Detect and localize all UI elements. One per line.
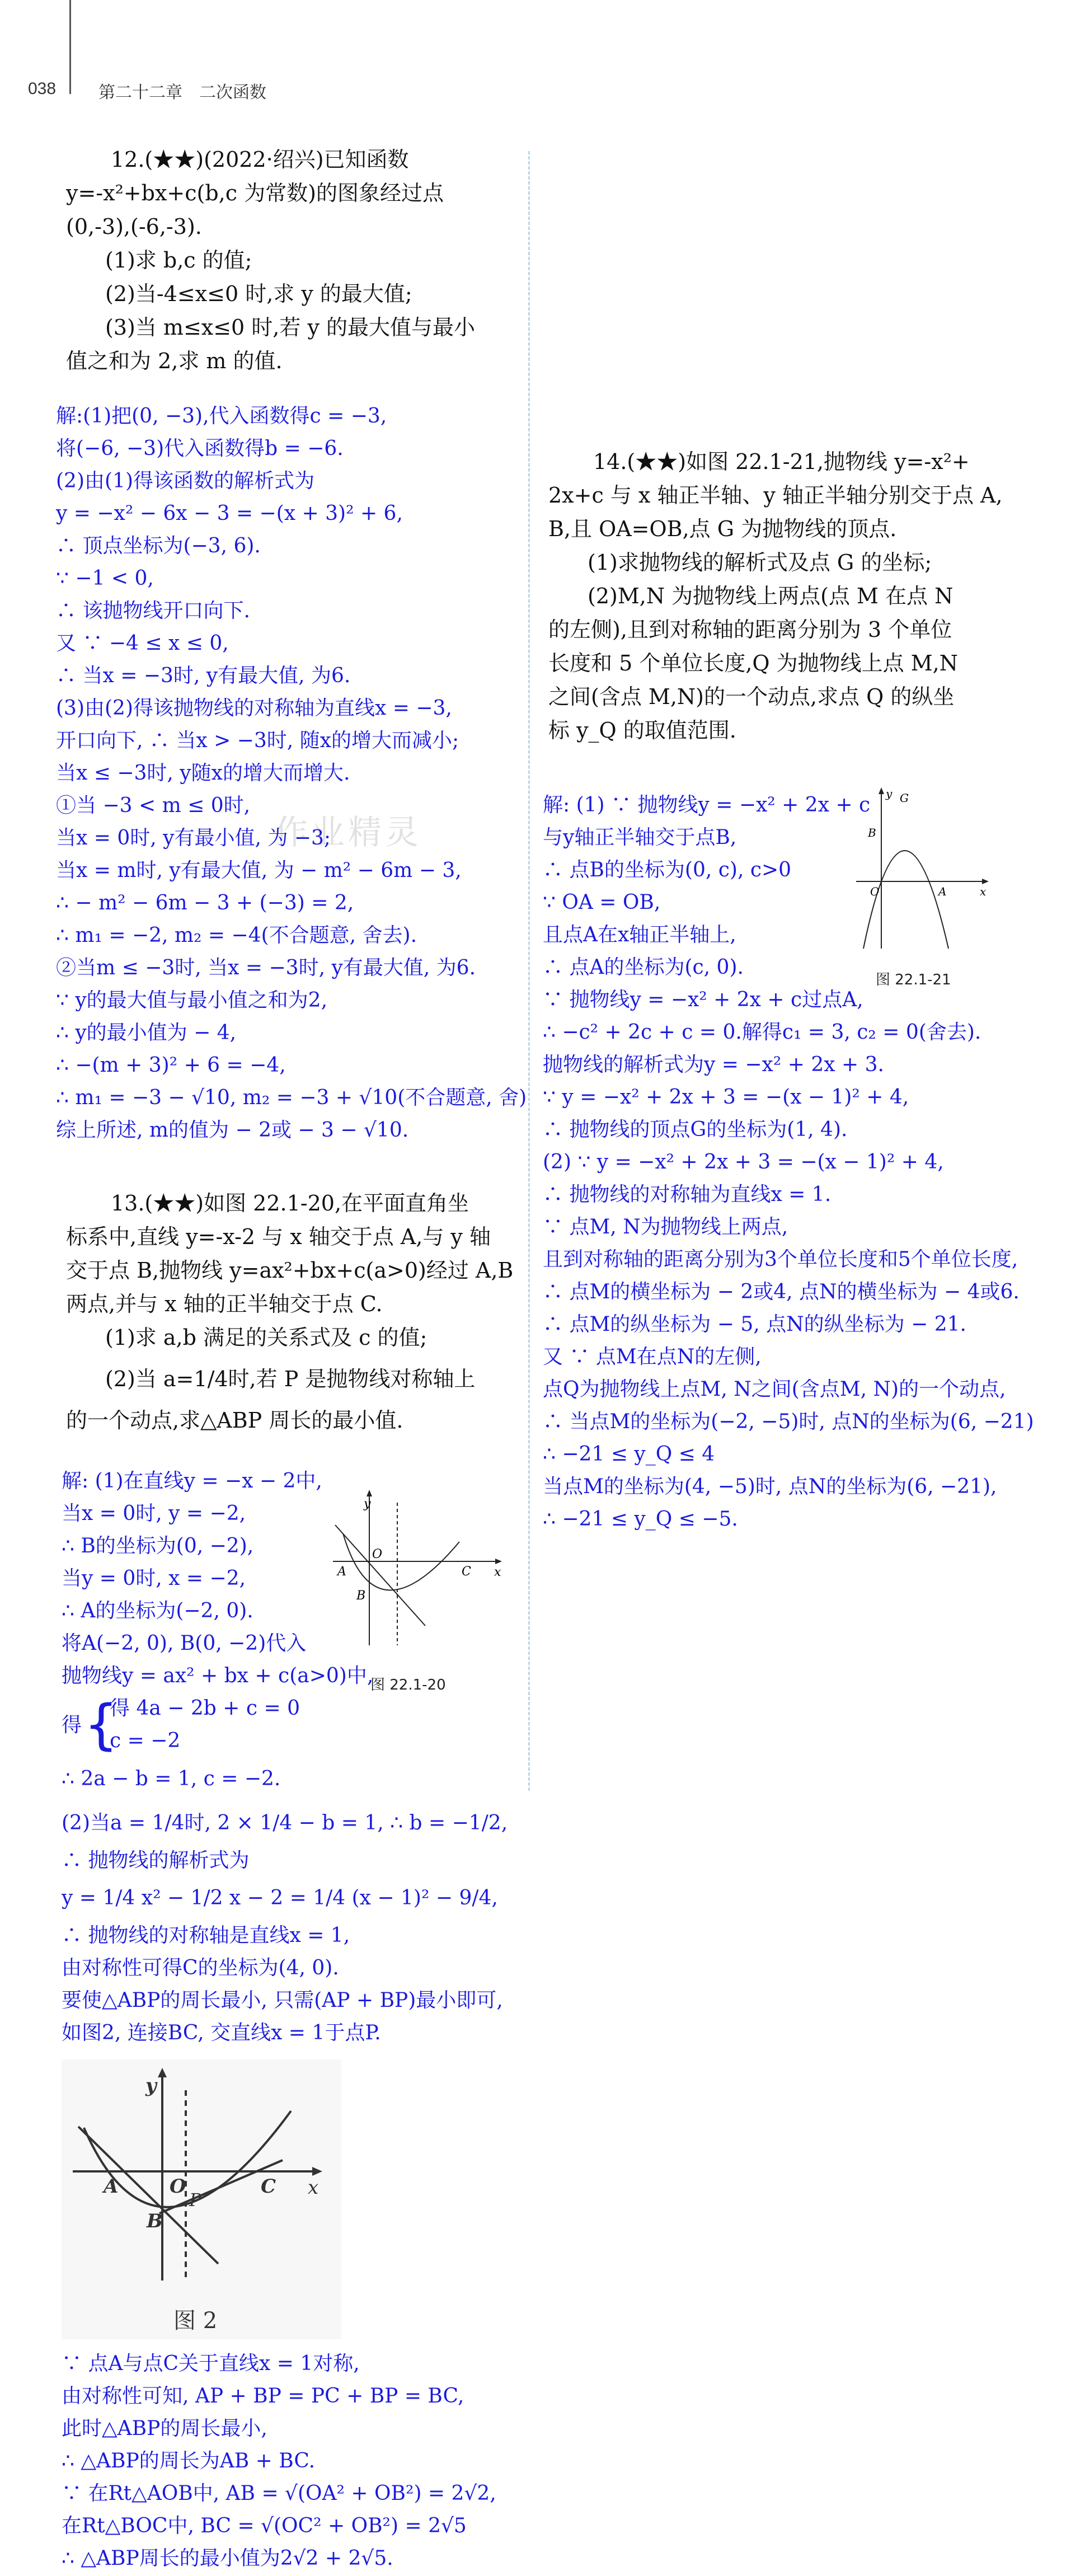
chapter-title: 第二十二章 二次函数 (98, 83, 266, 102)
q14-sol-line: 点Q为抛物线上点M, N之间(含点M, N)的一个动点, (543, 1378, 1006, 1401)
q12-sol-line: ∴ −(m + 3)² + 6 = −4, (56, 1054, 286, 1077)
q12-sol-line: ∴ 该抛物线开口向下. (56, 599, 250, 622)
q12-sol-line: ∴ 当x = −3时, y有最大值, 为6. (56, 664, 351, 687)
fig3-label-g: G (900, 791, 909, 805)
fig1-label-x: x (494, 1565, 501, 1579)
q12-sol-line: ∵ −1 < 0, (56, 567, 154, 590)
q12-sol-line: ∴ m₁ = −3 − √10, m₂ = −3 + √10(不合题意, 舍) (56, 1086, 527, 1109)
q14-sol-line: ∴ 点A的坐标为(c, 0). (543, 956, 744, 979)
q12-sol-line: 又 ∵ −4 ≤ x ≤ 0, (56, 632, 229, 655)
q13-line: 交于点 B,抛物线 y=ax²+bx+c(a>0)经过 A,B (66, 1258, 514, 1283)
q14-sol-line: ∴ −c² + 2c + c = 0.解得c₁ = 3, c₂ = 0(舍去). (543, 1021, 981, 1044)
q13-sol-line: 要使△ABP的周长最小, 只需(AP + BP)最小即可, (62, 1989, 503, 2012)
figure-22-1-20-caption: 图 22.1-20 (370, 1677, 446, 1693)
q13-solution-c (62, 2348, 532, 2575)
q12-line: 12.(★★)(2022·绍兴)已知函数 (111, 147, 409, 172)
q13-sol-line: ∴ △ABP的周长为AB + BC. (62, 2450, 316, 2472)
q13-sol-line: 抛物线y = ax² + bx + c(a>0)中, (62, 1664, 374, 1687)
q13-sol-line: c = −2 (110, 1729, 181, 1752)
q14-sol-line: 解: (1) ∵ 抛物线y = −x² + 2x + c (543, 794, 871, 817)
q12-solution (56, 400, 526, 1147)
figure-22-1-21-caption: 图 22.1-21 (876, 972, 951, 988)
q12-sol-line: 将(−6, −3)代入函数得b = −6. (56, 437, 344, 460)
header-rule (69, 0, 71, 94)
fig1-label-c: C (462, 1565, 471, 1579)
q14-line: 2x+c 与 x 轴正半轴、y 轴正半轴分别交于点 A, (548, 483, 1003, 508)
q14-sol-line: 且到对称轴的距离分别为3个单位长度和5个单位长度, (543, 1248, 1018, 1271)
q12-sol-line: (3)由(2)得该抛物线的对称轴为直线x = −3, (56, 697, 452, 720)
q14-sol-line: 抛物线的解析式为y = −x² + 2x + 3. (543, 1053, 884, 1076)
q12-sol-line: y = −x² − 6x − 3 = −(x + 3)² + 6, (56, 502, 403, 525)
q13-sol-line: 此时△ABP的周长最小, (62, 2417, 267, 2440)
brace-icon: { (84, 1693, 119, 1756)
q13-sol-line: (2)当a = 1/4时, 2 × 1/4 − b = 1, ∴ b = −1/2, (62, 1812, 508, 1834)
q13-sol-line: 在Rt△BOC中, BC = √(OC² + OB²) = 2√5 (62, 2514, 467, 2537)
fig3-label-a: A (938, 885, 947, 898)
fig2-label-o: O (170, 2175, 186, 2198)
q13-sol-line: 解: (1)在直线y = −x − 2中, (62, 1470, 322, 1493)
fig2-label-y: y (145, 2075, 157, 2097)
q12-sol-line: 当x ≤ −3时, y随x的增大而增大. (56, 762, 350, 785)
page-number: 038 (28, 79, 57, 98)
fig2-label-a: A (104, 2175, 119, 2198)
watermark: 作业精灵 (274, 813, 422, 852)
q13-sol-line: 当y = 0时, x = −2, (62, 1567, 246, 1590)
q14-sol-line: ∴ 点B的坐标为(0, c), c>0 (543, 858, 792, 881)
q13-line: 两点,并与 x 轴的正半轴交于点 C. (66, 1292, 383, 1316)
q14-sol-line: ∴ 抛物线的对称轴为直线x = 1. (543, 1183, 832, 1206)
q12-sol-line: ∴ y的最小值为 − 4, (56, 1021, 237, 1044)
q14-sol-line: ∵ OA = OB, (543, 891, 661, 914)
q14-sol-line: 且点A在x轴正半轴上, (543, 923, 736, 946)
q13-sol-line: ∴ 抛物线的对称轴是直线x = 1, (62, 1924, 350, 1947)
q14-line: B,且 OA=OB,点 G 为抛物线的顶点. (548, 517, 897, 541)
q14-sol-line: ∴ 点M的横坐标为 − 2或4, 点N的横坐标为 − 4或6. (543, 1280, 1020, 1303)
q13-line: 的一个动点,求△ABP 周长的最小值. (66, 1408, 403, 1433)
figure-22-1-20 (327, 1477, 506, 1662)
q13-sol-line: 当x = 0时, y = −2, (62, 1502, 246, 1525)
q14-line: 的左侧),且到对称轴的距离分别为 3 个单位 (548, 617, 952, 642)
system-prefix: 得 (62, 1714, 82, 1737)
q12-line: (3)当 m≤x≤0 时,若 y 的最大值与最小 (105, 315, 476, 340)
fig2-label-c: C (261, 2175, 276, 2198)
q14-sol-line: 又 ∵ 点M在点N的左侧, (543, 1345, 762, 1368)
q14-line: (2)M,N 为抛物线上两点(点 M 在点 N (588, 584, 953, 608)
q12-sol-line: (2)由(1)得该函数的解析式为 (56, 470, 314, 492)
q13-text (66, 1186, 514, 1437)
fig1-label-b: B (356, 1589, 366, 1603)
q13-sol-line: ∵ 在Rt△AOB中, AB = √(OA² + OB²) = 2√2, (62, 2482, 496, 2505)
figure-22-1-21 (848, 781, 993, 965)
fig1-label-a: A (337, 1565, 346, 1579)
fig3-label-x: x (980, 885, 987, 898)
q14-sol-line: ∵ 抛物线y = −x² + 2x + c过点A, (543, 988, 863, 1011)
q14-sol-line: 与y轴正半轴交于点B, (543, 826, 737, 849)
q14-line: 之间(含点 M,N)的一个动点,求点 Q 的纵坐 (548, 684, 955, 709)
q13-sol-line: 由对称性可知, AP + BP = PC + BP = BC, (62, 2385, 464, 2408)
q12-sol-line: 解:(1)把(0, −3),代入函数得c = −3, (56, 405, 387, 428)
q12-sol-line: ∵ y的最大值与最小值之和为2, (56, 989, 328, 1012)
q13-line: (1)求 a,b 满足的关系式及 c 的值; (105, 1325, 428, 1350)
q14-solution-b (543, 984, 1063, 1536)
q13-sol-line: 如图2, 连接BC, 交直线x = 1于点P. (62, 2021, 381, 2044)
q12-text (66, 143, 514, 378)
q13-sol-line: ∴ A的坐标为(−2, 0). (62, 1599, 253, 1622)
q12-line: (2)当-4≤x≤0 时,求 y 的最大值; (105, 281, 412, 306)
q12-line: 值之和为 2,求 m 的值. (66, 349, 283, 373)
q14-line: 标 y_Q 的取值范围. (548, 718, 736, 743)
q13-line: (2)当 a=1/4时,若 P 是抛物线对称轴上 (105, 1367, 476, 1391)
q14-sol-line: ∴ 点M的纵坐标为 − 5, 点N的纵坐标为 − 21. (543, 1313, 966, 1336)
q14-sol-line: ∴ 抛物线的顶点G的坐标为(1, 4). (543, 1118, 848, 1141)
q14-line: 14.(★★)如图 22.1-21,抛物线 y=-x²+ (593, 449, 970, 474)
q12-line: (0,-3),(-6,-3). (66, 214, 202, 239)
figure-2 (62, 2059, 341, 2339)
q13-solution-b (62, 1802, 532, 2049)
fig2-label-x: x (308, 2176, 319, 2199)
q14-sol-line: ∴ −21 ≤ y_Q ≤ −5. (543, 1508, 738, 1531)
column-divider (528, 151, 530, 1791)
q13-sol-line: 得 4a − 2b + c = 0 (110, 1697, 300, 1720)
q12-line: (1)求 b,c 的值; (105, 248, 252, 273)
q13-sol-line: ∴ △ABP周长的最小值为2√2 + 2√5. (62, 2547, 393, 2570)
q13-sol-line: ∴ 抛物线的解析式为 (62, 1849, 250, 1872)
q13-sol-line: y = 1/4 x² − 1/2 x − 2 = 1/4 (x − 1)² − 9/4, (62, 1887, 498, 1909)
fig3-label-y: y (886, 787, 892, 800)
q12-sol-line: ∴ 顶点坐标为(−3, 6). (56, 534, 261, 557)
q13-sol-line: 将A(−2, 0), B(0, −2)代入 (62, 1632, 307, 1655)
q13-line: 标系中,直线 y=-x-2 与 x 轴交于点 A,与 y 轴 (66, 1224, 491, 1249)
q14-sol-line: ∵ 点M, N为抛物线上两点, (543, 1216, 788, 1238)
q13-line: 13.(★★)如图 22.1-20,在平面直角坐 (111, 1191, 469, 1216)
q13-sol-line: 由对称性可得C的坐标为(4, 0). (62, 1956, 339, 1979)
q13-system (62, 1692, 375, 1757)
q12-sol-line: ②当m ≤ −3时, 当x = −3时, y有最大值, 为6. (56, 956, 476, 979)
q14-sol-line: ∴ 当点M的坐标为(−2, −5)时, 点N的坐标为(6, −21) (543, 1410, 1034, 1433)
q12-sol-line: 开口向下, ∴ 当x > −3时, 随x的增大而减小; (56, 729, 459, 752)
q14-line: (1)求抛物线的解析式及点 G 的坐标; (588, 550, 932, 575)
q14-solution-a (543, 789, 871, 984)
fig3-label-b: B (868, 826, 876, 839)
fig1-label-y: y (364, 1497, 371, 1511)
q13-sol-line: ∴ 2a − b = 1, c = −2. (62, 1767, 281, 1790)
q13-sol-line: ∵ 点A与点C关于直线x = 1对称, (62, 2352, 360, 2375)
q12-sol-line: ①当 −3 < m ≤ 0时, (56, 794, 251, 817)
fig2-label-b: B (147, 2210, 163, 2232)
q13-sol-line: ∴ B的坐标为(0, −2), (62, 1535, 254, 1557)
q14-text (548, 445, 1052, 747)
fig3-label-o: O (870, 885, 880, 898)
q14-sol-line: ∵ y = −x² + 2x + 3 = −(x − 1)² + 4, (543, 1086, 909, 1109)
q12-sol-line: 当x = 0时, y有最小值, 为 −3; (56, 827, 331, 850)
fig1-label-o: O (372, 1547, 383, 1561)
q14-sol-line: ∴ −21 ≤ y_Q ≤ 4 (543, 1443, 715, 1466)
q12-sol-line: 综上所述, m的值为 − 2或 − 3 − √10. (56, 1119, 409, 1142)
fig2-label-p: P (189, 2189, 201, 2211)
fig2-caption: 图 2 (173, 2308, 218, 2334)
q14-sol-line: (2) ∵ y = −x² + 2x + 3 = −(x − 1)² + 4, (543, 1151, 944, 1174)
q12-line: y=-x²+bx+c(b,c 为常数)的图象经过点 (66, 181, 444, 205)
q14-line: 长度和 5 个单位长度,Q 为抛物线上点 M,N (548, 651, 958, 675)
q12-sol-line: 当x = m时, y有最大值, 为 − m² − 6m − 3, (56, 859, 462, 882)
q14-sol-line: 当点M的坐标为(4, −5)时, 点N的坐标为(6, −21), (543, 1475, 997, 1498)
q12-sol-line: ∴ − m² − 6m − 3 + (−3) = 2, (56, 891, 354, 914)
q12-sol-line: ∴ m₁ = −2, m₂ = −4(不合题意, 舍去). (56, 924, 417, 947)
